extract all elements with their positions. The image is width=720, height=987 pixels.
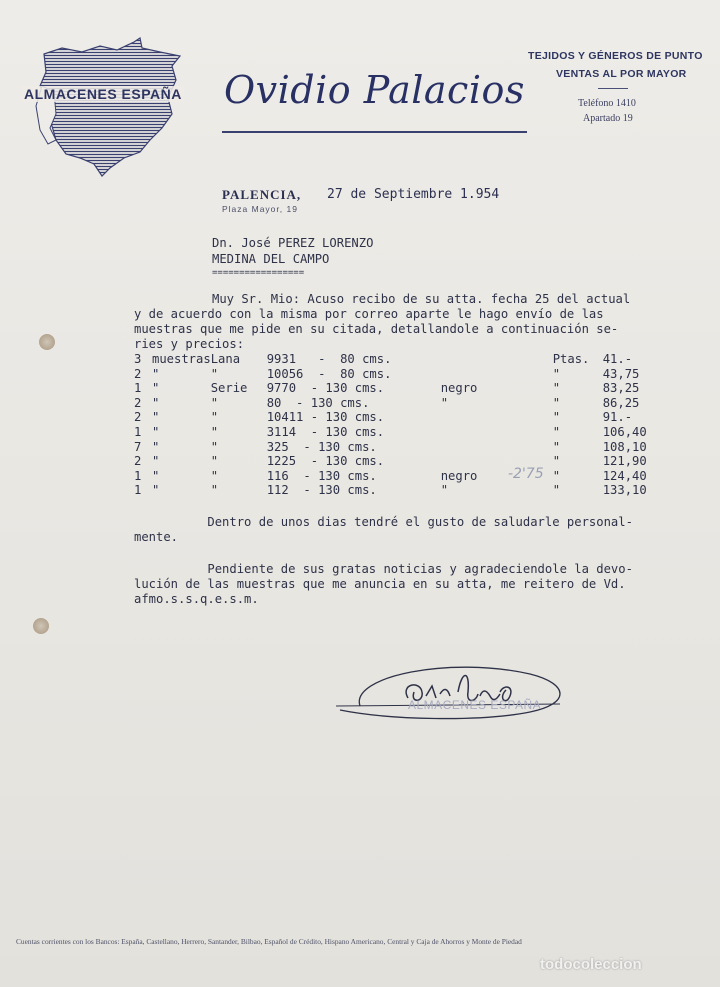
sample-type: Lana [210, 352, 241, 366]
sample-color: " [440, 395, 449, 410]
body-line: Dentro de unos dias tendré el gusto de saludarle personal- [134, 515, 633, 529]
firm-name-rule [222, 131, 527, 133]
sample-row [134, 440, 678, 455]
sample-row [134, 410, 678, 425]
trade-line-2: VENTAS AL POR MAYOR [556, 68, 687, 80]
sample-qty: 2 [134, 410, 142, 425]
sample-type: " [210, 468, 219, 483]
samples-table [134, 352, 678, 498]
punch-hole [39, 334, 55, 350]
sample-color [441, 410, 553, 425]
sample-color [441, 367, 553, 382]
sample-type: " [210, 424, 219, 439]
dateline-street: Plaza Mayor, 19 [222, 204, 298, 214]
sample-type: " [210, 454, 219, 469]
sample-description: 80 - 130 cms. [266, 395, 370, 410]
sample-type: " [210, 410, 219, 425]
sample-currency: " [552, 366, 561, 381]
sample-qty: 2 [134, 366, 142, 381]
sample-unit: " [152, 410, 160, 425]
sample-row [134, 469, 678, 484]
po-box: Apartado 19 [583, 113, 633, 124]
sample-currency: Ptas. [552, 352, 590, 366]
sample-row [134, 396, 678, 411]
sample-row [134, 425, 678, 440]
sample-color: " [440, 483, 449, 498]
sample-qty: 1 [134, 381, 142, 396]
recipient-city: MEDINA DEL CAMPO [212, 252, 330, 266]
phone-number: Teléfono 1410 [578, 98, 636, 109]
trade-divider [598, 88, 628, 89]
body-line: y de acuerdo con la misma por correo aparte le hago envío de las [134, 307, 604, 321]
sample-price: 124,40 [602, 468, 647, 483]
sample-color: negro [440, 468, 478, 483]
sample-currency: " [552, 439, 561, 454]
dateline-city: PALENCIA, [222, 187, 302, 202]
sample-unit: muestras [152, 352, 211, 366]
sample-price: 91.- [602, 410, 633, 425]
bank-accounts-footer: Cuentas corrientes con los Bancos: España, Castellano, Herrero, Santander, Bilbao, Español de Crédito, Hispano Americano, Central y Caja de Ahorros y Monte de Piedad [16, 937, 522, 946]
sample-description: 9770 - 130 cms. [266, 381, 385, 396]
company-stamp: ALMACENES ESPAÑA [408, 698, 542, 712]
punch-hole [33, 618, 49, 634]
spain-map-icon [22, 36, 197, 181]
sample-price: 106,40 [602, 424, 647, 439]
sample-type: " [210, 395, 219, 410]
sample-description: 112 - 130 cms. [266, 483, 377, 498]
firm-name: Ovidio Palacios [224, 68, 525, 112]
dateline-date: 27 de Septiembre 1.954 [327, 187, 500, 202]
sample-currency: " [552, 424, 561, 439]
sample-row [134, 483, 678, 498]
sample-currency: " [552, 381, 561, 396]
sample-price: 83,25 [602, 381, 640, 396]
sample-unit: " [152, 366, 160, 381]
sample-unit: " [152, 395, 160, 410]
sample-price: 121,90 [602, 454, 647, 469]
sample-description: 325 - 130 cms. [266, 439, 377, 454]
brand-name: ALMACENES ESPAÑA [24, 86, 182, 102]
sample-price: 86,25 [602, 395, 640, 410]
sample-description: 1225 - 130 cms. [266, 454, 385, 469]
sample-qty: 7 [134, 439, 142, 454]
sample-type: " [210, 366, 219, 381]
sample-type: Serie [210, 381, 248, 396]
sample-qty: 3 [134, 352, 142, 366]
sample-price: 133,10 [602, 483, 647, 498]
sample-qty: 1 [134, 483, 142, 498]
sample-description: 10056 - 80 cms. [266, 366, 392, 381]
body-line: Pendiente de sus gratas noticias y agradeciendole la devo- [134, 562, 633, 576]
sample-color [441, 440, 553, 455]
body-line: Muy Sr. Mio: Acuso recibo de su atta. fecha 25 del actual [212, 292, 631, 306]
sample-color [441, 352, 553, 367]
body-line: ries y precios: [134, 337, 245, 351]
sample-unit: " [152, 381, 160, 396]
sample-currency: " [552, 410, 561, 425]
body-line: mente. [134, 530, 179, 544]
sample-price: 108,10 [602, 439, 647, 454]
sample-currency: " [552, 483, 561, 498]
sample-price: 43,75 [602, 366, 640, 381]
sample-row [134, 454, 678, 469]
body-line: muestras que me pide en su citada, detallandole a continuación se- [134, 322, 619, 336]
sample-currency: " [552, 468, 561, 483]
sample-qty: 2 [134, 454, 142, 469]
sample-row [134, 381, 678, 396]
sample-type: " [210, 483, 219, 498]
sample-description: 10411 - 130 cms. [266, 410, 385, 425]
sample-unit: " [152, 439, 160, 454]
sample-unit: " [152, 483, 160, 498]
sample-unit: " [152, 454, 160, 469]
sample-description: 3114 - 130 cms. [266, 424, 385, 439]
watermark: todocoleccion [540, 956, 642, 973]
sample-color: negro [440, 381, 478, 396]
sample-row [134, 367, 678, 382]
body-line: lución de las muestras que me anuncia en su atta, me reitero de Vd. [134, 577, 626, 591]
sample-price: 41.- [602, 352, 633, 366]
sample-type: " [210, 439, 219, 454]
body-line: afmo.s.s.q.e.s.m. [134, 592, 259, 606]
trade-line-1: TEJIDOS Y GÉNEROS DE PUNTO [528, 50, 703, 62]
sample-color [441, 425, 553, 440]
recipient-underline: ================= [212, 268, 305, 278]
sample-currency: " [552, 395, 561, 410]
recipient-name: Dn. José PEREZ LORENZO [212, 236, 374, 250]
sample-qty: 2 [134, 395, 142, 410]
sample-unit: " [152, 424, 160, 439]
sample-qty: 1 [134, 424, 142, 439]
sample-description: 116 - 130 cms. [266, 468, 377, 483]
sample-row [134, 352, 678, 367]
sample-currency: " [552, 454, 561, 469]
sample-unit: " [152, 468, 160, 483]
handwritten-signature [330, 656, 580, 734]
sample-qty: 1 [134, 468, 142, 483]
sample-description: 9931 - 80 cms. [266, 352, 392, 366]
pencil-annotation: -2'75 [508, 466, 544, 482]
